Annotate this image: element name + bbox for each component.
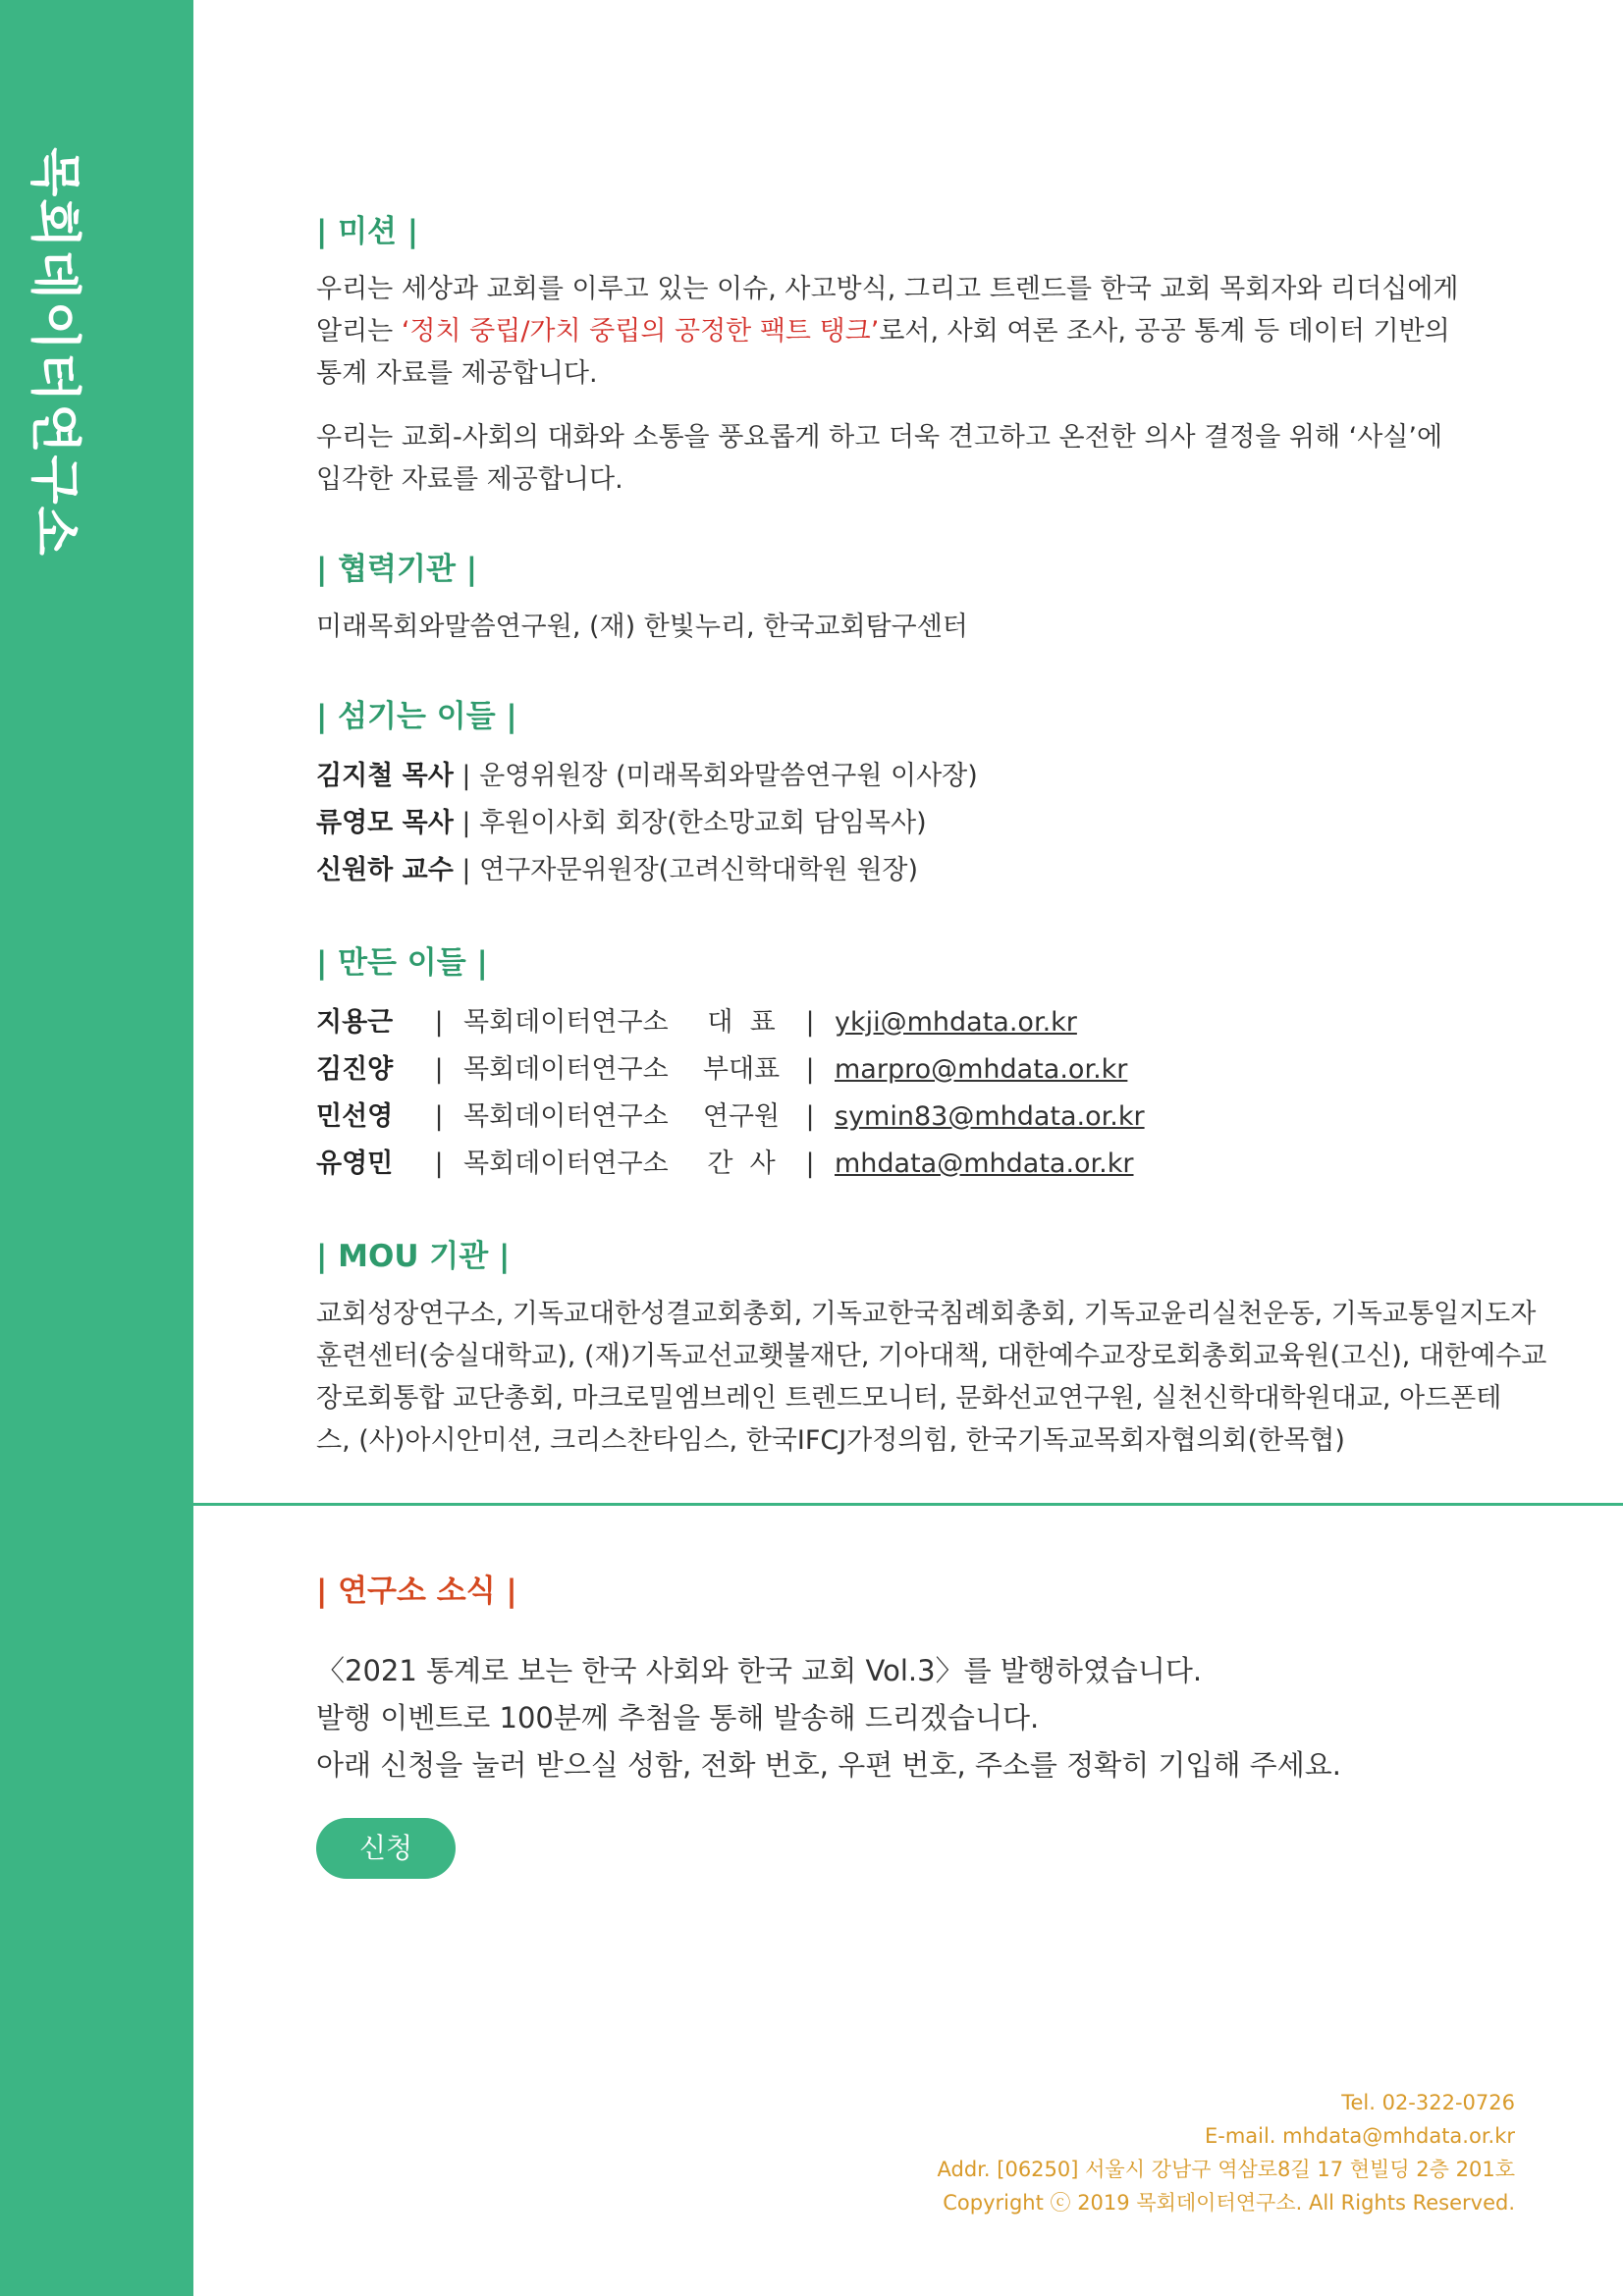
staff-row xyxy=(316,1094,1524,1141)
mission-paragraph-2 xyxy=(316,416,1524,501)
leader-role: | 연구자문위원장(고려신학대학원 원장) xyxy=(453,855,919,885)
mission-highlight: ‘정치 중립/가치 중립의 공정한 팩트 탱크’ xyxy=(401,316,880,347)
staff-email-link[interactable]: ykji@mhdata.or.kr xyxy=(835,1007,1077,1038)
sidebar xyxy=(0,0,193,2296)
staff-separator: | xyxy=(434,1148,444,1179)
staff-org: 목회데이터연구소 xyxy=(463,1101,669,1132)
news-line: 발행 이벤트로 100분께 추첨을 통해 발송해 드리겠습니다. xyxy=(316,1701,1040,1735)
mou-line: 교회성장연구소, 기독교대한성결교회총회, 기독교한국침례회총회, 기독교윤리실천운동, 기독교통일지도자 xyxy=(316,1299,1537,1329)
makers-section xyxy=(316,937,1524,1188)
staff-title: 대 표 xyxy=(707,1007,776,1038)
staff-separator: | xyxy=(434,1101,444,1132)
staff-separator: | xyxy=(805,1007,815,1038)
footer-tel: Tel. 02-322-0726 xyxy=(1341,2091,1515,2114)
partners-text: 미래목회와말씀연구원, (재) 한빛누리, 한국교회탐구센터 xyxy=(316,612,968,642)
mission-text: 통계 자료를 제공합니다. xyxy=(316,358,598,389)
mou-section xyxy=(316,1231,1547,1462)
staff-row xyxy=(316,999,1524,1046)
staff-org: 목회데이터연구소 xyxy=(463,1054,669,1085)
mou-line: 장로회통합 교단총회, 마크로밀엠브레인 트렌드모니터, 문화선교연구원, 실천신학대학원대교, 아드폰테 xyxy=(316,1383,1502,1414)
staff-name: 김진양 xyxy=(316,1054,394,1085)
leaders-heading: | 섬기는 이들 | xyxy=(316,699,517,734)
footer-address: Addr. [06250] 서울시 강남구 역삼로8길 17 현빌딩 2층 201호 xyxy=(937,2158,1515,2181)
staff-separator: | xyxy=(805,1054,815,1085)
mission-text: 로서, 사회 여론 조사, 공공 통계 등 데이터 기반의 xyxy=(879,316,1450,347)
mission-text: 입각한 자료를 제공합니다. xyxy=(316,464,623,495)
leader-row xyxy=(316,847,1524,894)
leader-role: | 후원이사회 회장(한소망교회 담임목사) xyxy=(453,808,927,838)
partners-section xyxy=(316,544,1524,648)
staff-name: 지용근 xyxy=(316,1007,394,1038)
staff-name: 민선영 xyxy=(316,1101,394,1132)
main-content xyxy=(316,206,1547,1505)
news-line: 아래 신청을 눌러 받으실 성함, 전화 번호, 우편 번호, 주소를 정확히 기입해 주세요. xyxy=(316,1748,1341,1782)
leader-name: 김지철 목사 xyxy=(316,761,454,791)
leader-row xyxy=(316,800,1524,847)
news-section xyxy=(316,1566,1524,1879)
mou-line: 훈련센터(숭실대학교), (재)기독교선교횃불재단, 기아대책, 대한예수교장로회총회교육원(고신), 대한예수교 xyxy=(316,1341,1547,1371)
staff-email-link[interactable]: symin83@mhdata.or.kr xyxy=(835,1101,1145,1132)
staff-org: 목회데이터연구소 xyxy=(463,1007,669,1038)
staff-row xyxy=(316,1141,1524,1188)
staff-separator: | xyxy=(805,1148,815,1179)
mission-paragraph-1 xyxy=(316,268,1524,395)
staff-email-link[interactable]: marpro@mhdata.or.kr xyxy=(835,1054,1128,1085)
mission-section xyxy=(316,206,1524,501)
apply-button[interactable]: 신청 xyxy=(316,1818,456,1879)
news-heading: | 연구소 소식 | xyxy=(316,1574,517,1609)
mou-line: 스, (사)아시안미션, 크리스찬타임스, 한국IFCJ가정의힘, 한국기독교목회자협의회(한목협) xyxy=(316,1425,1345,1456)
leader-name: 류영모 목사 xyxy=(316,808,454,838)
leader-name: 신원하 교수 xyxy=(316,855,454,885)
staff-separator: | xyxy=(434,1007,444,1038)
mission-text: 우리는 교회-사회의 대화와 소통을 풍요롭게 하고 더욱 견고하고 온전한 의사 결정을 위해 ‘사실’에 xyxy=(316,422,1443,453)
staff-title: 부대표 xyxy=(702,1054,781,1085)
leader-role: | 운영위원장 (미래목회와말씀연구원 이사장) xyxy=(453,761,978,791)
leaders-section xyxy=(316,691,1524,894)
partners-heading: | 협력기관 | xyxy=(316,552,478,587)
staff-separator: | xyxy=(434,1054,444,1085)
staff-title: 간 사 xyxy=(707,1148,776,1179)
news-line: 〈2021 통계로 보는 한국 사회와 한국 교회 Vol.3〉를 발행하였습니다. xyxy=(316,1654,1203,1687)
mou-text xyxy=(316,1293,1547,1462)
section-divider xyxy=(193,1503,1623,1506)
staff-title: 연구원 xyxy=(702,1101,781,1132)
makers-heading: | 만든 이들 | xyxy=(316,945,488,981)
leader-row xyxy=(316,753,1524,800)
mission-heading: | 미션 | xyxy=(316,214,419,249)
mission-text: 우리는 세상과 교회를 이루고 있는 이슈, 사고방식, 그리고 트렌드를 한국 교회 목회자와 리더십에게 xyxy=(316,274,1459,304)
mou-heading: | MOU 기관 | xyxy=(316,1239,511,1274)
staff-row xyxy=(316,1046,1524,1094)
footer-email: E-mail. mhdata@mhdata.or.kr xyxy=(1204,2124,1515,2148)
mission-text: 알리는 xyxy=(316,316,402,347)
staff-name: 유영민 xyxy=(316,1148,394,1179)
staff-separator: | xyxy=(805,1101,815,1132)
sidebar-title: 목회데이터연구소 xyxy=(25,147,83,558)
footer xyxy=(938,2086,1515,2219)
staff-email-link[interactable]: mhdata@mhdata.or.kr xyxy=(835,1148,1134,1179)
footer-copyright: Copyright ⓒ 2019 목회데이터연구소. All Rights Reserved. xyxy=(943,2191,1515,2215)
staff-org: 목회데이터연구소 xyxy=(463,1148,669,1179)
